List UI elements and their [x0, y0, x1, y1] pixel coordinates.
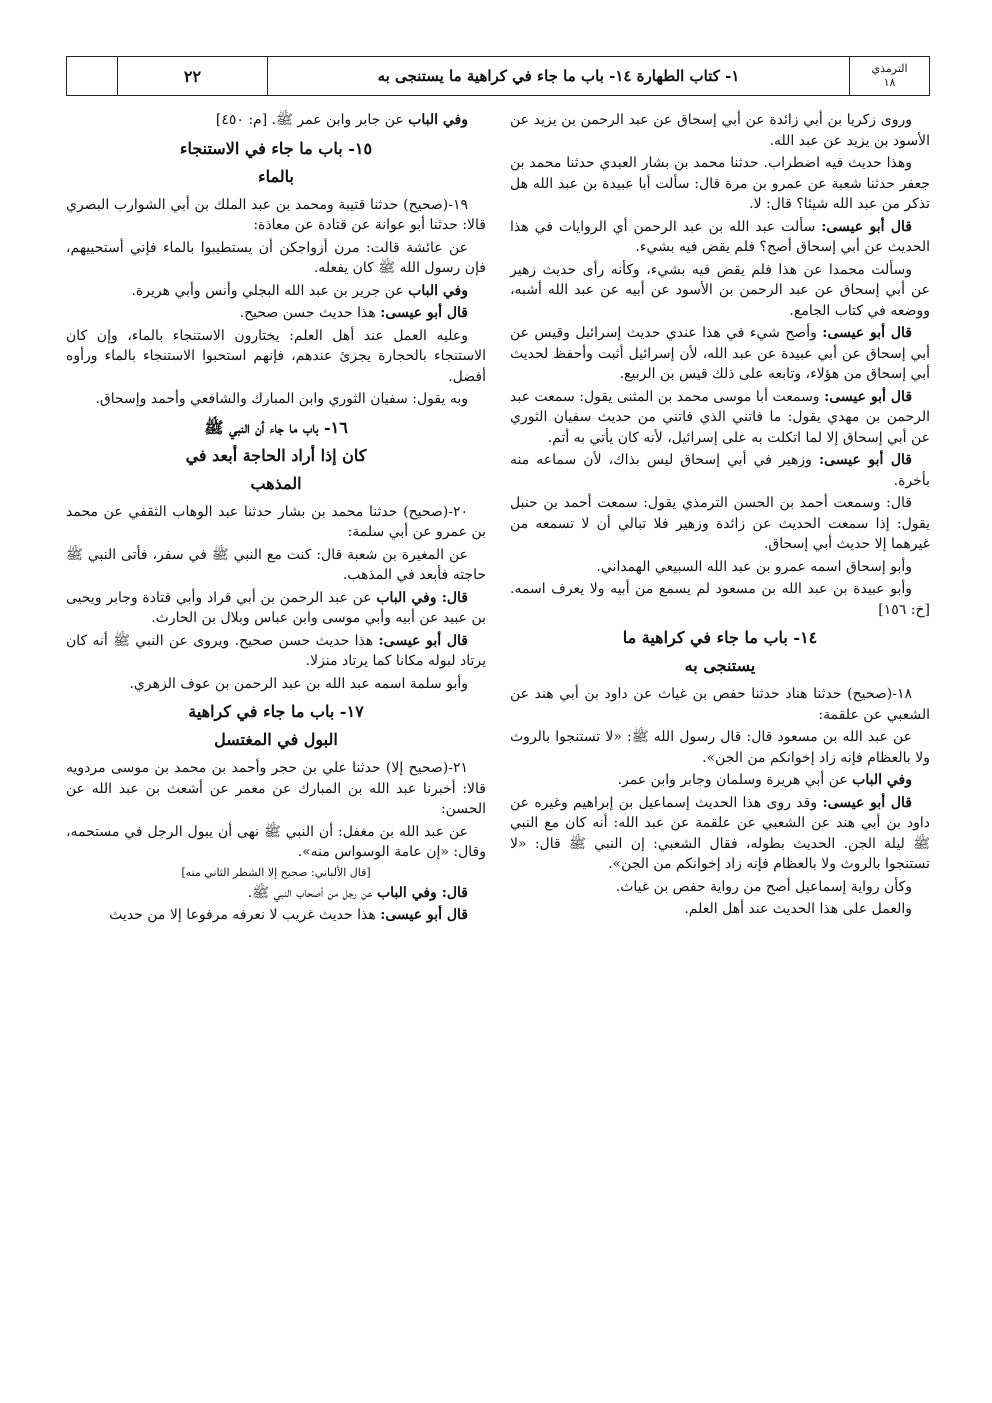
paragraph: قال: وفي الباب عن عبد الرحمن بن أبي قراد وأبي قتادة وجابر ويحيى بن عبيد عن أبيه وأبي موسى وابن عباس وبلال بن الحارث. — [66, 589, 486, 626]
hadith-isnad: ٢١-(صحيح إلا) حدثنا علي بن حجر وأحمد بن محمد بن موسى مردويه قالا: أخبرنا عبد الله بن المبارك عن معمر عن أشعث بن عبد الله عن الحسن: — [66, 760, 486, 817]
paragraph: وفي الباب عن أبي هريرة وسلمان وجابر وابن عمر. — [617, 772, 912, 788]
paragraph: وسألت محمدا عن هذا فلم يقض فيه بشيء، وكأنه رأى حديث زهير عن أبي إسحاق عن عبد الرحمن بن الأسود عن أبيه عن عبد الله أشبه، ووضعه في كتاب الجامع. — [510, 261, 930, 319]
paragraph: قال أبو عيسى: هذا حديث حسن صحيح. — [239, 305, 468, 321]
chapter-title: ١- كتاب الطهارة ١٤- باب ما جاء في كراهية ما يستنجى به — [267, 57, 849, 95]
speaker-lead: وفي الباب — [408, 112, 468, 128]
section-heading: ١٧- باب ما جاء في كراهية البول في المغتسل — [188, 702, 364, 749]
section-heading: ١٤- باب ما جاء في كراهية ما يستنجى به — [622, 628, 818, 675]
paragraph: قال أبو عيسى: سألت عبد الله بن عبد الرحمن أي الروايات في هذا الحديث عن أبي إسحاق أصح؟ فلم يقض فيه بشيء. — [510, 218, 930, 255]
paragraph: قال: وسمعت أحمد بن الحسن الترمذي يقول: سمعت أحمد بن حنبل يقول: إذا سمعت الحديث عن زائدة وزهير فلا تبالي أن لا تسمعه من غيرهما إلا حديث أبي إسحاق. — [510, 495, 930, 552]
book-number: ١٨ — [883, 76, 896, 89]
speaker-lead: قال: وفي الباب — [376, 589, 468, 606]
speaker-lead: قال أبو عيسى: — [821, 218, 912, 235]
paragraph: قال أبو عيسى: وأصح شيء في هذا عندي حديث إسرائيل وقيس عن أبي إسحاق عن أبي عبيدة عن عبد الله، لأن إسرائيل أثبت وأحفظ لحديث أبي إسحاق من هؤلاء، وتابعه على ذلك قيس بن الربيع. — [510, 325, 930, 382]
hadith-matn: عن عبد الله بن مسعود قال: قال رسول الله ﷺ: «لا تستنجوا بالروث ولا بالعظام فإنه زاد إخوانكم من الجن». — [510, 729, 930, 766]
speaker-lead: قال أبو عيسى: — [380, 305, 468, 321]
paragraph: قال أبو عيسى: وقد روى هذا الحديث إسماعيل بن إبراهيم وغيره عن داود بن أبي هند عن الشعبي عن علقمة عن عبد الله: أنه كان مع النبي ﷺ ليلة الجن. الحديث بطوله، فقال الشعبي: إن النبي ﷺ قال: «لا تستنجوا بالروث ولا بالعظام فإنه زاد إخوانكم من الجن». — [510, 794, 930, 872]
book-info — [849, 57, 929, 95]
paragraph: وهذا حديث فيه اضطراب. حدثنا محمد بن بشار العبدي حدثنا محمد بن جعفر حدثنا شعبة عن عمرو بن مرة قال: سألت أبا عبيدة بن عبد الله هل تذكر من عبد الله شيئا؟ قال: لا. — [510, 155, 930, 212]
speaker-lead: قال أبو عيسى: — [380, 907, 468, 923]
page-header — [66, 56, 930, 96]
paragraph: قال أبو عيسى: وزهير في أبي إسحاق ليس بذاك، لأن سماعه منه بأخرة. — [510, 452, 930, 489]
left-column — [66, 110, 486, 928]
speaker-lead: قال أبو عيسى: — [824, 388, 913, 405]
hadith-isnad: ١٩-(صحيح) حدثنا قتيبة ومحمد بن عبد الملك بن أبي الشوارب البصري قالا: حدثنا أبو عوانة عن قتادة عن معاذة: — [66, 196, 486, 233]
book-name: الترمذي — [871, 62, 908, 75]
speaker-lead: وفي الباب — [852, 772, 912, 788]
hadith-matn: عن المغيرة بن شعبة قال: كنت مع النبي ﷺ في سفر، فأتى النبي ﷺ حاجته فأبعد في المذهب. — [66, 546, 486, 583]
paragraph: وفي الباب عن جرير بن عبد الله البجلي وأنس وأبي هريرة. — [131, 282, 468, 299]
paragraph: قال أبو عيسى: هذا حديث حسن صحيح. ويروى عن النبي ﷺ أنه كان يرتاد لبوله مكانا كما يرتاد منزلا. — [66, 632, 486, 669]
hadith-matn: عن عائشة قالت: مرن أزواجكن أن يستطيبوا بالماء فإني أستحييهم، فإن رسول الله ﷺ كان يفعله. — [66, 239, 486, 276]
albani-note: [قال الألباني: صحيح إلا الشطر الثاني منه] — [181, 865, 371, 879]
right-column — [510, 110, 930, 928]
paragraph: قال أبو عيسى: هذا حديث غريب لا نعرفه مرفوعا إلا من حديث — [109, 907, 468, 923]
page — [66, 56, 930, 928]
paragraph: والعمل على هذا الحديث عند أهل العلم. — [684, 901, 912, 917]
speaker-lead: قال أبو عيسى: — [822, 325, 913, 341]
section-heading: ١٥- باب ما جاء في الاستنجاء بالماء — [179, 138, 373, 186]
page-number: ٢٢ — [117, 57, 267, 95]
paragraph: وروى زكريا بن أبي زائدة عن أبي إسحاق عن عبد الرحمن بن يزيد عن الأسود بن يزيد عن عبد الله. — [510, 112, 930, 149]
paragraph: قال أبو عيسى: وسمعت أبا موسى محمد بن المثنى يقول: سمعت عبد الرحمن بن مهدي يقول: ما فاتني الذي فاتني من حديث سفيان الثوري عن أبي إسحاق إلا لما اتكلت به على إسرائيل، لأنه كان يأتي به أتم. — [510, 388, 930, 446]
hadith-isnad: ٢٠-(صحيح) حدثنا محمد بن بشار حدثنا عبد الوهاب الثقفي عن محمد بن عمرو عن أبي سلمة: — [66, 503, 486, 540]
speaker-lead: قال أبو عيسى: — [822, 794, 912, 811]
hadith-matn: عن عبد الله بن مغفل: أن النبي ﷺ نهى أن يبول الرجل في مستحمه، وقال: «إن عامة الوسواس منه». — [66, 823, 486, 860]
speaker-lead: وفي الباب — [408, 282, 468, 299]
speaker-lead: قال أبو عيسى: — [818, 452, 912, 468]
paragraph: وأبو سلمة اسمه عبد الله بن عبد الرحمن بن عوف الزهري. — [129, 675, 468, 692]
paragraph: وأبو إسحاق اسمه عمرو بن عبد الله السبيعي الهمداني. — [596, 558, 912, 575]
paragraph: وكأن رواية إسماعيل أصح من رواية حفص بن غياث. — [615, 878, 912, 895]
paragraph: وأبو عبيدة بن عبد الله بن مسعود لم يسمع من أبيه ولا يعرف اسمه. [خ: ١٥٦] — [510, 581, 930, 618]
speaker-lead: قال أبو عيسى: — [378, 632, 468, 649]
paragraph: قال: وفي الباب عن رجل من أصحاب النبي ﷺ. — [247, 884, 468, 901]
paragraph: وفي الباب عن جابر وابن عمر ﷺ. [م: ٤٥٠] — [215, 112, 468, 128]
paragraph: وعليه العمل عند أهل العلم: يختارون الاستنجاء بالماء، وإن كان الاستنجاء بالحجارة يجزئ عندهم، فإنهم استحبوا الاستنجاء بالماء ورأوه أفضل. — [66, 327, 486, 385]
header-blank-cell — [67, 57, 117, 95]
text-columns — [66, 110, 930, 928]
speaker-lead: قال: وفي الباب — [377, 884, 468, 901]
section-heading: ١٦- باب ما جاء أن النبي ﷺ كان إذا أراد الحاجة أبعد في المذهب — [185, 417, 367, 493]
paragraph: وبه يقول: سفيان الثوري وابن المبارك والشافعي وأحمد وإسحاق. — [95, 391, 468, 407]
hadith-isnad: ١٨-(صحيح) حدثنا هناد حدثنا حفص بن غياث عن داود بن أبي هند عن الشعبي عن علقمة: — [510, 686, 930, 723]
